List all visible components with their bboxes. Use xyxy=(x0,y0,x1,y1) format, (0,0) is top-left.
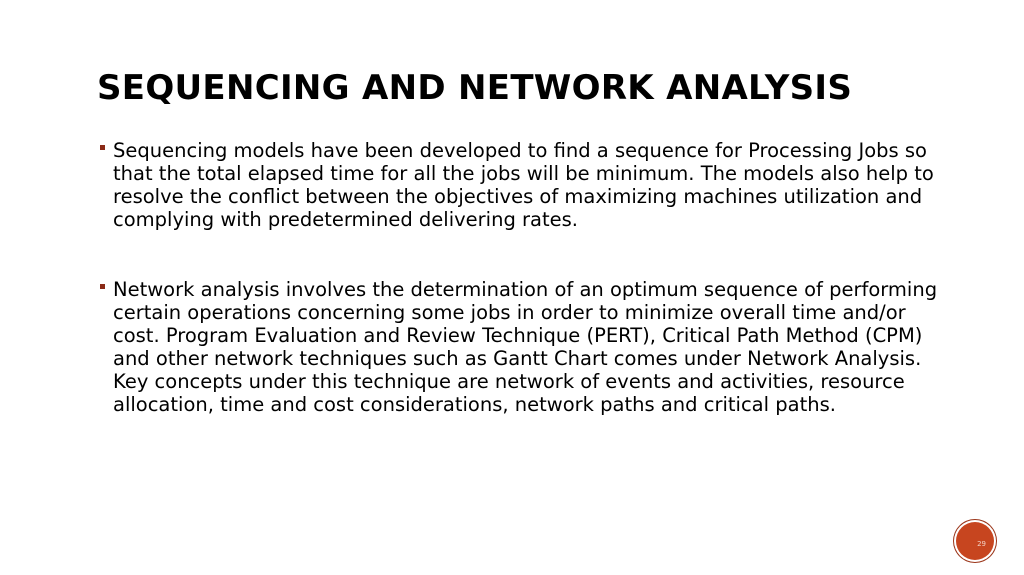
bullet-item-sequencing xyxy=(100,139,940,231)
square-bullet-icon xyxy=(100,284,105,289)
square-bullet-icon xyxy=(100,145,105,150)
bullet-text: Sequencing models have been developed to find a sequence for Processing Jobs so that the total elapsed time for all the jobs will be minimum. The models also help to resolve the conflict between the objectives of maximizing machines utilization and complying with predetermined delivering rates. xyxy=(113,139,934,231)
slide-title: SEQUENCING AND NETWORK ANALYSIS xyxy=(97,68,853,108)
page-number: 29 xyxy=(977,540,986,548)
page-number-badge xyxy=(956,522,994,560)
bullet-text: Network analysis involves the determination of an optimum sequence of performing certain operations concerning some jobs in order to minimize overall time and/or cost. Program Evaluation and Review Technique (PERT), Critical Path Method (CPM) and other network techniques such as Gantt Chart comes under Network Analysis. Key concepts under this technique are network of events and activities, resource allocation, time and cost considerations, network paths and critical paths. xyxy=(113,278,938,416)
bullet-list xyxy=(100,139,940,416)
bullet-item-network xyxy=(100,278,940,416)
